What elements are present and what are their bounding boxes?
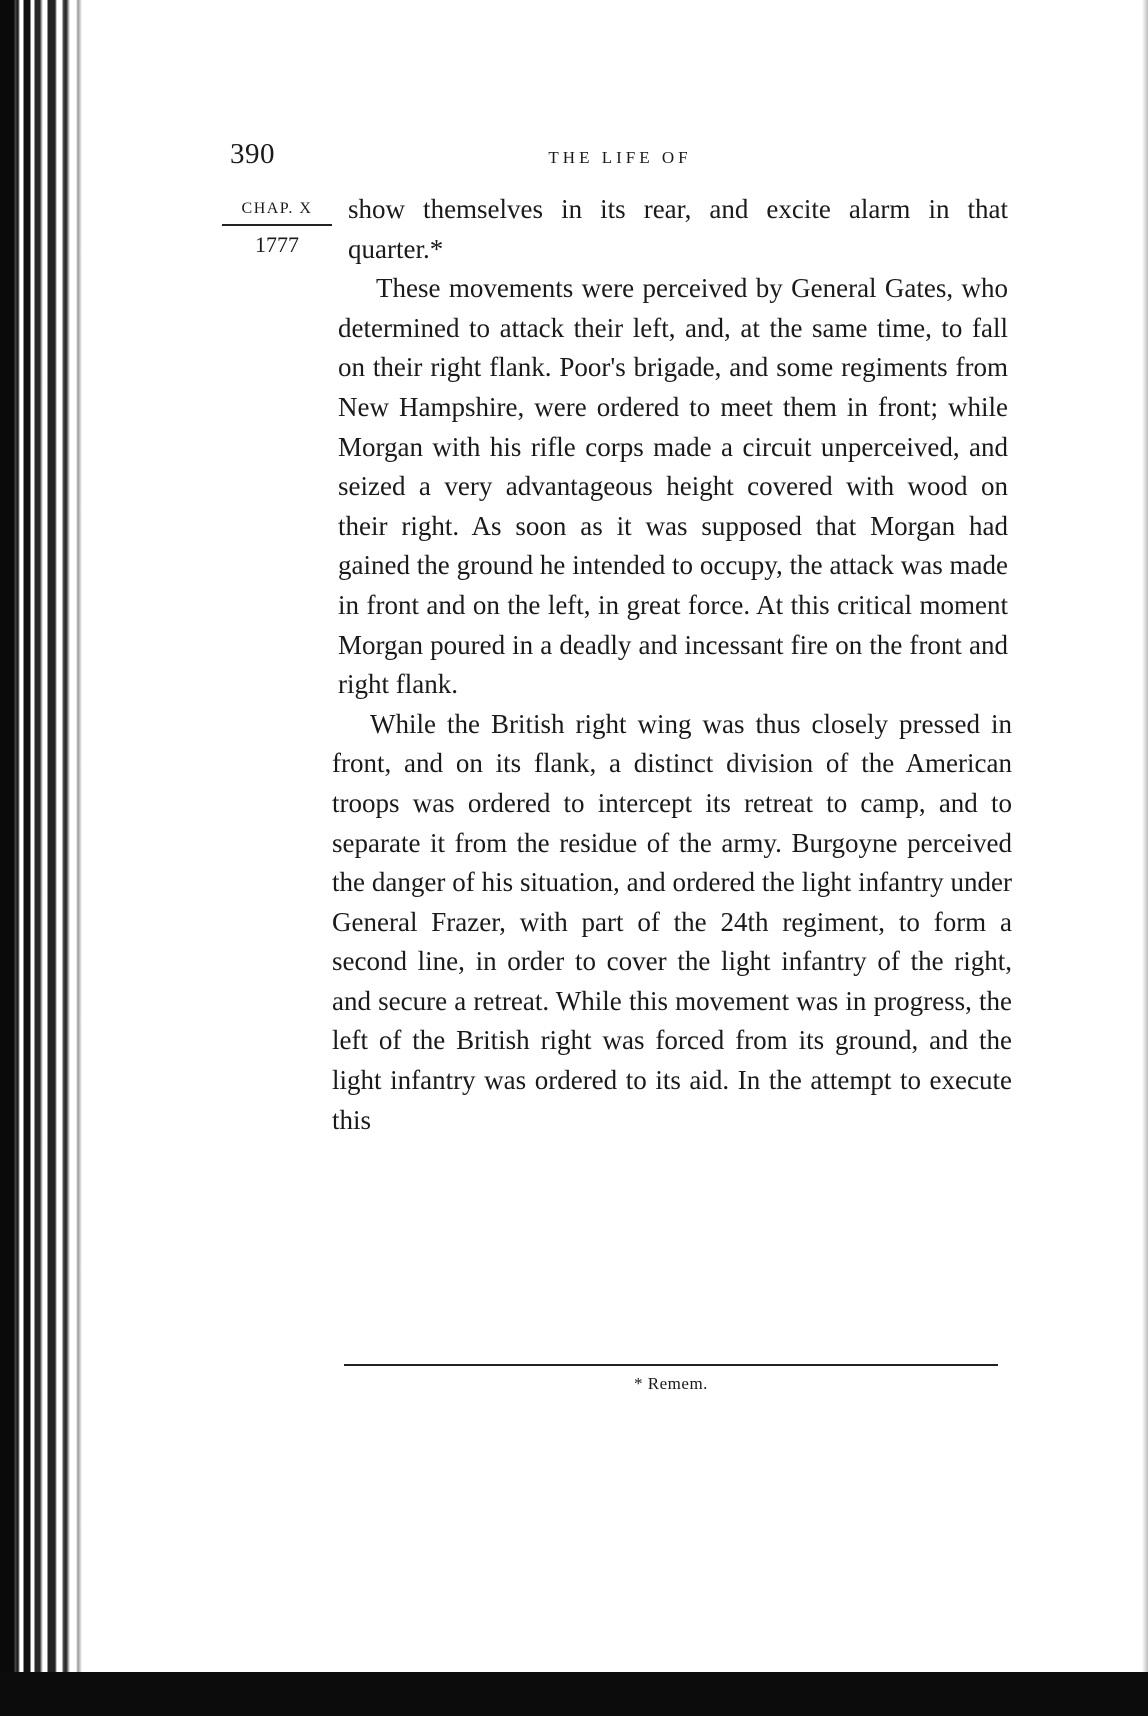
body-text [332, 190, 1012, 1140]
paragraph-3: While the British right wing was thus closely pressed in front, and on its flank, a distinct division of the American troops was ordered to intercept its retreat to camp, and to separate it from the residue of the army. Burgoyne perceived the danger of his situation, and ordered the light infantry under General Frazer, with part of the 24th regiment, to form a second line, in order to cover the light infantry of the right, and secure a retreat. While this movement was in progress, the left of the British right was forced from its ground, and the light infantry was ordered to its aid. In the attempt to execute this [332, 708, 1012, 1135]
footnote: * Remem. [634, 1374, 708, 1393]
scanned-bottom-edge [0, 1672, 1148, 1716]
page-number: 390 [230, 138, 275, 170]
page-header [230, 138, 1010, 178]
footnote-rule [344, 1364, 998, 1366]
paragraph-2: These movements were perceived by General Gates, who determined to attack their left, and, at the same time, to fall on their right flank. Poor's brigade, and some regiments from New Hampshire, were ordered to meet them in front; while Morgan with his rifle corps made a circuit unperceived, and seized a very advantageous height covered with wood on their right. As soon as it was supposed that Morgan had gained the ground he intended to occupy, the attack was made in front and on the left, in great force. At this critical moment Morgan poured in a deadly and incessant fire on the front and right flank. [338, 273, 1008, 700]
margin-note [222, 200, 332, 258]
running-head: THE LIFE OF [548, 148, 692, 167]
scanned-right-edge [1142, 0, 1148, 1716]
scanned-binding-edge [0, 0, 84, 1716]
paragraph-1: show themselves in its rear, and excite alarm in that quarter.* [348, 194, 1008, 264]
year-label: 1777 [255, 232, 299, 257]
chapter-label: CHAP. X [222, 200, 332, 226]
